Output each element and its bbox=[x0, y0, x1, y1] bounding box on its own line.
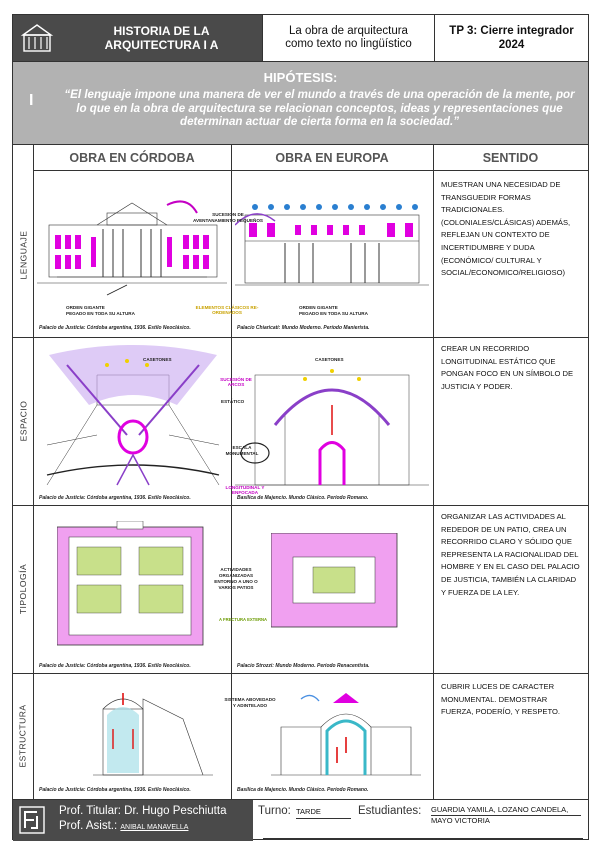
note-orden-gigante-a: ORDEN GIGANTE bbox=[66, 305, 105, 310]
prof-asist-label: Prof. Asist.: bbox=[59, 820, 118, 832]
assignment-subtitle bbox=[263, 15, 435, 61]
tp-line2: 2024 bbox=[498, 39, 525, 51]
row-label-tipologia: TIPOLOGÍA bbox=[18, 563, 29, 615]
note-actividades-patios: ACTIVIDADES ORGANIZADAS ENTORNO A UNO O VARIOS PATIOS bbox=[214, 567, 258, 590]
note-sucesion-aventanamiento: SUCESION DE AVENTANAMIENTO PEQUEÑOS bbox=[193, 212, 263, 223]
row-label-lenguaje: LENGUAJE bbox=[18, 230, 28, 279]
hypothesis-title: HIPÓTESIS: bbox=[263, 70, 338, 85]
footer-professors-panel bbox=[13, 800, 253, 841]
estudiantes-label: Estudiantes: bbox=[358, 805, 422, 817]
grid-line bbox=[33, 145, 34, 799]
caption-europa-tipologia: Palacio Strozzi: Mundo Moderno. Período Renacentista. bbox=[237, 663, 370, 669]
sentido-estructura: CUBRIR LUCES DE CARACTER MONUMENTAL. DEMOSTRAR FUERZA, PODERÍO, Y RESPETO. bbox=[441, 682, 560, 717]
course-title bbox=[61, 15, 263, 61]
note-fachada-externa: A FRECTURA EXTERNA bbox=[219, 617, 268, 622]
estudiantes-underline-1 bbox=[431, 815, 581, 816]
worksheet-page bbox=[12, 14, 589, 840]
europa-plan-sketch bbox=[271, 533, 401, 629]
university-logo bbox=[13, 15, 61, 61]
course-title-line2: ARQUITECTURA I A bbox=[104, 38, 219, 52]
building-seal-icon bbox=[20, 21, 54, 55]
column-header-sentido: SENTIDO bbox=[433, 145, 588, 171]
grid-line bbox=[13, 337, 588, 338]
grid-line bbox=[13, 673, 588, 674]
caption-europa-lenguaje: Palacio Chiaricati: Mundo Moderno. Período Manierista. bbox=[237, 325, 370, 331]
prof-asist bbox=[59, 820, 188, 832]
note-escala-monumental: ESCALA MONUMENTAL bbox=[225, 445, 259, 456]
faculty-logo-icon bbox=[19, 806, 45, 834]
turno-underline bbox=[296, 818, 351, 819]
subtitle-line2: como texto no lingüístico bbox=[285, 38, 412, 50]
hypothesis-box bbox=[13, 61, 588, 145]
cordoba-interior-sketch bbox=[37, 345, 229, 491]
europa-interior-sketch bbox=[235, 345, 429, 491]
hypothesis-text: “El lenguaje impone una manera de ver el mundo a través de una operación de la mente, por lo que en la obra de arquitectura se relacionan conceptos, ideas y representaciones que determinan actuar de cierta forma en la sociedad.” bbox=[64, 88, 575, 128]
hypothesis-number: I bbox=[29, 92, 34, 109]
caption-europa-estructura: Basílica de Majencio. Mundo Clásico. Período Romano. bbox=[237, 787, 369, 793]
caption-cordoba-lenguaje: Palacio de Justicia: Córdoba argentina, 1936. Estilo Neoclásico. bbox=[39, 325, 191, 331]
cordoba-section-sketch bbox=[93, 689, 213, 779]
note-pegado-a: PEGADO EN TODA SU ALTURA bbox=[66, 311, 135, 316]
estudiantes-underline-2 bbox=[263, 838, 583, 839]
note-sistema-abovedado: SISTEMA ABOVEDADO Y ADINTELADO bbox=[224, 697, 276, 708]
sentido-lenguaje: MUESTRAN UNA NECESIDAD DE TRANSGUEDIR FORMAS TRADICIONALES. (COLONIALES/CLÁSICAS) ADEMÁS, REFLEJAN UN CONTEXTO DE INCERTIDUMBRE Y DUDA (ECONÓMICO/ CULTURAL Y SOCIAL/ECONOMICO/RELIGIOSO) bbox=[441, 180, 571, 278]
header bbox=[13, 15, 588, 61]
note-casetones-b: CASETONES bbox=[315, 357, 344, 362]
column-header-europa: OBRA EN EUROPA bbox=[231, 145, 433, 171]
grid-line bbox=[13, 505, 588, 506]
note-elementos-clasicos: ELEMENTOS CLÁSICOS RE-ORDENADOS bbox=[195, 305, 259, 315]
note-estatico: ESTÁTICO bbox=[221, 399, 245, 404]
caption-cordoba-estructura: Palacio de Justicia: Córdoba argentina, 1936. Estilo Neoclásico. bbox=[39, 787, 191, 793]
column-header-cordoba: OBRA EN CÓRDOBA bbox=[33, 145, 231, 171]
course-title-line1: HISTORIA DE LA bbox=[113, 24, 210, 38]
note-sucesion-arcos: SUCESIÓN DE ARCOS bbox=[220, 377, 252, 387]
turno-label: Turno: bbox=[258, 805, 291, 817]
grid-line bbox=[433, 145, 434, 799]
cordoba-facade-sketch bbox=[37, 185, 227, 305]
note-pegado-b: PEGADO EN TODA SU ALTURA bbox=[299, 311, 368, 316]
tp-line1: TP 3: Cierre integrador bbox=[449, 25, 574, 37]
footer bbox=[13, 799, 588, 840]
cordoba-plan-sketch bbox=[57, 521, 207, 651]
tp-label bbox=[435, 15, 588, 61]
sentido-espacio: CREAR UN RECORRIDO LONGITUDINAL ESTÁTICO QUE PONGAN FOCO EN UN SÍMBOLO DE JUSTICIA Y PODER. bbox=[441, 344, 574, 391]
subtitle-line1: La obra de arquitectura bbox=[289, 25, 408, 37]
europa-section-sketch bbox=[271, 687, 421, 779]
row-label-espacio: ESPACIO bbox=[18, 400, 29, 442]
note-orden-gigante-b: ORDEN GIGANTE bbox=[299, 305, 338, 310]
row-label-estructura: ESTRUCTURA bbox=[18, 704, 28, 768]
prof-titular: Prof. Titular: Dr. Hugo Peschiutta bbox=[59, 805, 227, 817]
note-casetones-a: CASETONES bbox=[143, 357, 172, 362]
prof-asist-value: ANIBAL MANAVELLA bbox=[120, 824, 189, 831]
caption-cordoba-espacio: Palacio de Justicia: Córdoba argentina, 1936. Estilo Neoclásico. bbox=[39, 495, 191, 501]
estudiantes-value: GUARDIA YAMILA, LOZANO CANDELA, MAYO VICTORIA bbox=[431, 805, 569, 825]
caption-cordoba-tipologia: Palacio de Justicia: Córdoba argentina, 1936. Estilo Neoclásico. bbox=[39, 663, 191, 669]
sentido-tipologia: ORGANIZAR LAS ACTIVIDADES AL REDEDOR DE UN PATIO, CREA UN RECORRIDO CLARO Y SÓLIDO QUE REPRESENTA LA RACIONALIDAD DEL HOMBRE Y EN EL CASO DEL PALACIO DE JUSTICIA, TAMBIÉN LA CLARIDAD Y FUERZA DE LA LEY. bbox=[441, 512, 580, 597]
turno-value: TARDE bbox=[296, 807, 321, 816]
europa-facade-sketch bbox=[235, 185, 429, 305]
caption-europa-espacio: Basílica de Majencio. Mundo Clásico. Período Romano. bbox=[237, 495, 369, 501]
note-longitudinal: LONGITUDINAL Y ENFOCADA bbox=[225, 485, 265, 495]
